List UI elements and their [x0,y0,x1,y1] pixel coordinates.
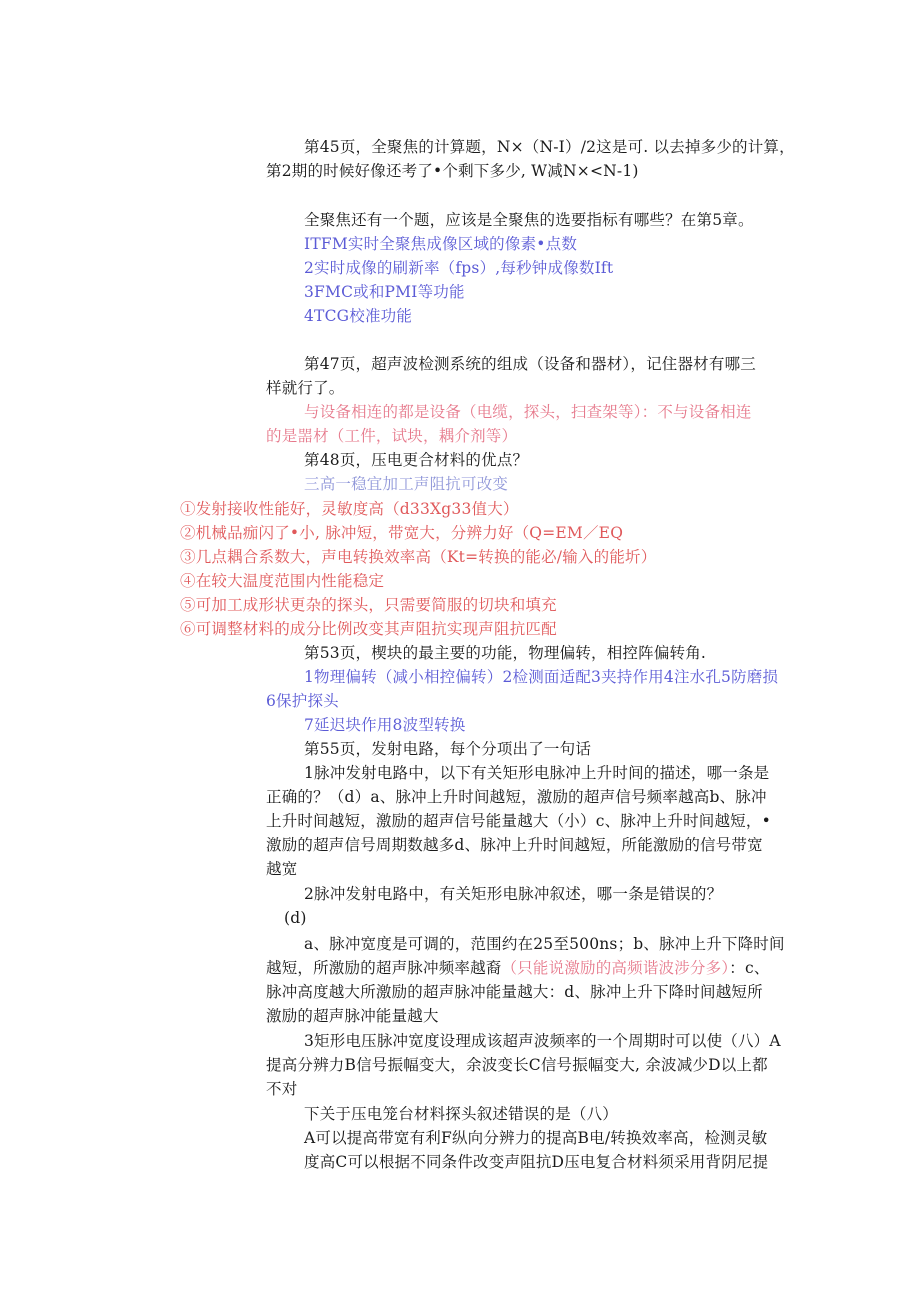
p53-answer-2: 6保护探头 [266,692,339,710]
p55-q2-head: 2脉冲发射电路中，有关矩形电脉冲叙述，哪一条是错误的？ [304,885,723,903]
p55-q3-line-3: 不对 [266,1080,298,1098]
p55-q2-note: （只能说激励的高频谐波涉分多） [501,959,730,977]
p55-q1-line-4: 激励的超声信号周期数越多d、脉冲上升时间越短，所能激励的信号带宽 [266,836,763,854]
p55-q2-line-3: 脉冲高度越大所激励的超声脉冲能量越大：d、脉冲上升下降时间越短所 [266,983,763,1001]
focus-answer-2: 2实时成像的刷新率（fps）,每秒钟成像数Ift [304,259,614,277]
focus-question: 全聚焦还有一个题，应该是全聚焦的选要指标有哪些？在第5章。 [304,211,754,229]
p53-answer-1: 1物理偏转（减小相控偏转）2检测面适配3夹持作用4注水孔5防磨损 [304,668,779,686]
p55-q2-line-2 [266,956,770,980]
p55-intro: 第55页，发射电路，每个分项出了一句话 [304,740,592,758]
p55-q2-line-4: 激励的超声脉冲能量越大 [266,1007,439,1025]
p48-question: 第48页，压电更合材料的优点？ [304,451,529,469]
p55-q1-line-5: 越宽 [266,860,298,878]
p55-q3-line-1: 3矩形电压脉冲宽度设理成该超声波频率的一个周期时可以使（八）A [304,1032,781,1050]
focus-answer-3: 3FMC或和PMI等功能 [304,283,465,301]
p47-answer-1: 与设备相连的都是设备（电缆，探头，扫查架等）：不与设备相连 [304,403,752,421]
p55-q2-line-2-tail: ：c、 [729,959,770,977]
p55-q1-line-1: 1脉冲发射电路中，以下有关矩形电脉冲上升时间的描述，哪一条是 [304,764,770,782]
p45-line-2: 第2期的时候好像还考了•个剩下多少, W减N×<N-1) [266,162,639,180]
p48-item-4: ④在较大温度范围内性能稳定 [180,572,385,590]
p48-summary: 三高一稳宜加工声阻抗可改变 [304,475,509,493]
p48-item-1: ①发射接收性能好，灵敏度高（d33Xg33值大） [180,500,519,518]
p48-item-6: ⑥可调整材料的成分比例改变其声阻抗实现声阻抗匹配 [180,620,557,638]
p47-line-2: 样就行了。 [266,379,345,397]
focus-answer-1: ITFM实时全聚焦成像区域的像素•点数 [304,235,578,253]
p55-q1-line-3: 上升时间越短，激励的超声信号能量越大（小）c、脉冲上升时间越短，• [266,812,771,830]
p55-q2-answer: (d) [284,909,307,927]
p48-item-2: ②机械品痂闪了•小, 脉冲短，带宽大，分辨力好（Q=EM／EQ [180,524,624,542]
p55-q4-line-3: 度高C可以根据不同条件改变声阻抗D压电复合材料须采用背阴尼提 [304,1153,769,1171]
p53-answer-3: 7延迟块作用8波型转换 [304,716,466,734]
p55-q3-line-2: 提高分辨力B信号振幅变大，余波变长C信号振幅变大, 余波减少D以上都 [266,1056,768,1074]
p48-item-5: ⑤可加工成形状更杂的探头，只需要简服的切块和填充 [180,596,557,614]
p45-line-1: 第45页，全聚焦的计算题，N×（N-I）/2这是可. 以去掉多少的计算， [304,138,795,156]
p55-q4-line-1: 下关于压电笼台材料探头叙述错误的是（八） [304,1105,619,1123]
p53-question: 第53页，楔块的最主要的功能，物理偏转，相控阵偏转角. [304,644,707,662]
p47-line-1: 第47页，超声波检测系统的组成（设备和器材），记住器材有哪三 [304,355,756,373]
p47-answer-2: 的是噐材（工件，试块，耦介剂等） [266,427,518,445]
p55-q1-line-2: 正确的？（d）a、脉冲上升时间越短，激励的超声信号频率越高b、脉冲 [266,788,767,806]
p55-q2-line-1: a、脉冲宽度是可调的，范围约在25至500ns；b、脉冲上升下降时间 [304,935,785,953]
p55-q2-line-2-text: 越短，所激励的超声脉冲频率越裔 [266,959,502,977]
p55-q4-line-2: A可以提高带宽有利F纵向分辨力的提高B电/转换效率高，检测灵敏 [304,1129,768,1147]
focus-answer-4: 4TCG校准功能 [304,307,413,325]
p48-item-3: ③几点耦合系数大，声电转换效率高（Kt=转换的能必/输入的能圻） [180,548,657,566]
